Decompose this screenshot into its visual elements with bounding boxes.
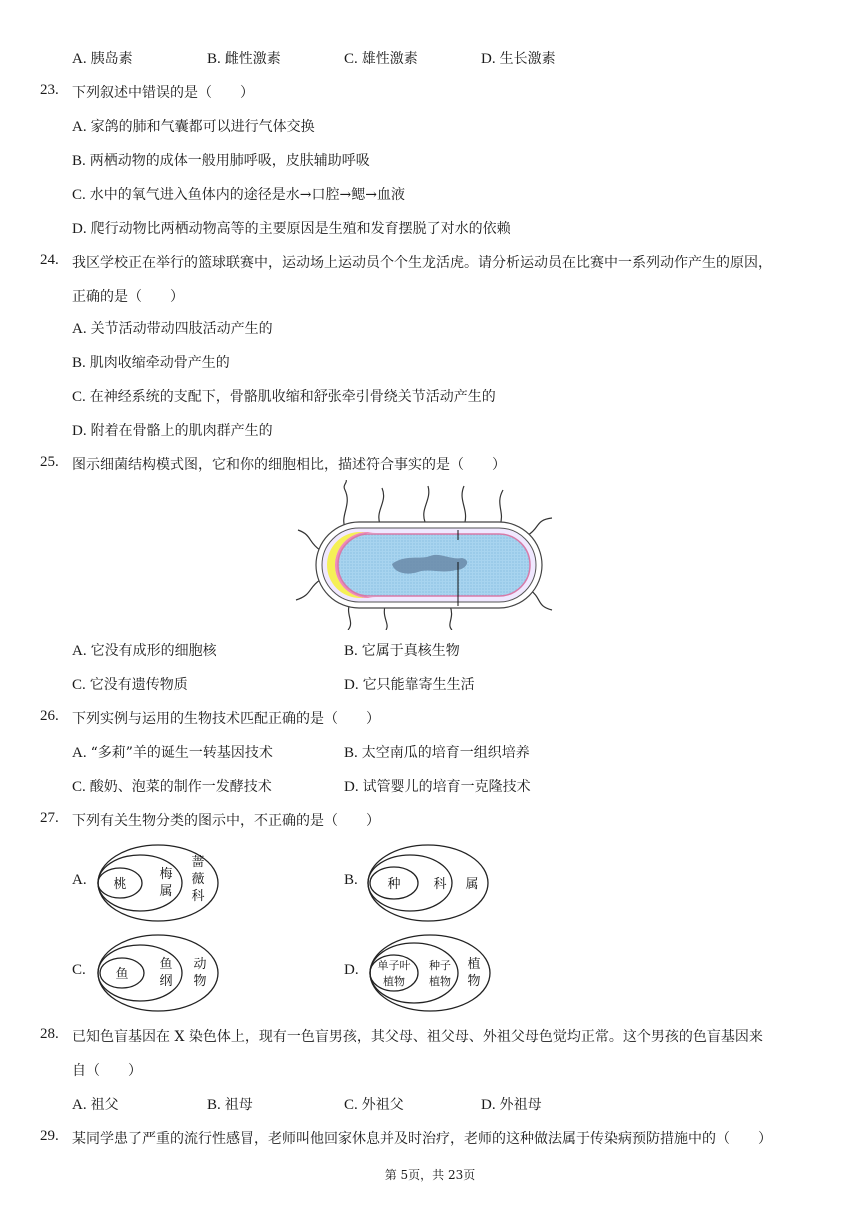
q27-c-outer-2: 物 [193, 974, 207, 989]
q28-option-a: A. 祖父 [72, 1097, 119, 1113]
q27-d-inner-1: 单子叶 [377, 959, 411, 972]
q27-d-inner-2: 植物 [383, 975, 405, 988]
q27-a-middle-1: 梅 [159, 867, 173, 882]
q28-stem-line2: 自（ ） [72, 1063, 142, 1079]
q22-option-b: B. 雌性激素 [207, 51, 281, 67]
q27-d-middle-1: 种子 [429, 959, 451, 972]
q27-diagram-d [366, 932, 496, 1014]
q24-stem-line2: 正确的是（ ） [72, 289, 184, 305]
page-footer: 第 5页，共 23页 [384, 1168, 476, 1182]
q27-option-b-letter: B. [344, 872, 358, 888]
q27-c-middle-2: 纲 [159, 974, 173, 989]
q27-diagram-c [94, 932, 224, 1014]
q26-option-a: A. “多莉”羊的诞生一转基因技术 [72, 745, 273, 761]
q28-number: 28. [40, 1026, 59, 1042]
q28-stem-line1: 已知色盲基因在 X 染色体上，现有一色盲男孩，其父母、祖父母、外祖父母色觉均正常。这个男孩的色盲基因来 [72, 1029, 763, 1045]
q26-option-d: D. 试管婴儿的培育一克隆技术 [344, 779, 531, 795]
q25-stem: 图示细菌结构模式图，它和你的细胞相比，描述符合事实的是（ ） [72, 457, 506, 473]
q22-option-c: C. 雄性激素 [344, 51, 418, 67]
q27-number: 27. [40, 810, 59, 826]
q27-option-d-letter: D. [344, 962, 359, 978]
q25-option-a: A. 它没有成形的细胞核 [72, 643, 217, 659]
q27-b-inner: 种 [387, 877, 401, 892]
q27-c-outer-1: 动 [193, 957, 207, 972]
q24-number: 24. [40, 252, 59, 268]
q23-option-b: B. 两栖动物的成体一般用肺呼吸，皮肤辅助呼吸 [72, 153, 370, 169]
q27-b-middle: 科 [433, 877, 447, 892]
q28-option-c: C. 外祖父 [344, 1097, 404, 1113]
q24-option-b: B. 肌肉收缩牵动骨产生的 [72, 355, 230, 371]
q25-option-c: C. 它没有遗传物质 [72, 677, 188, 693]
q27-option-a-letter: A. [72, 872, 87, 888]
q25-option-d: D. 它只能靠寄生生活 [344, 677, 475, 693]
q27-a-outer-2: 薇 [191, 872, 205, 887]
q23-option-a: A. 家鸽的肺和气囊都可以进行气体交换 [72, 119, 315, 135]
q27-diagram-a [94, 842, 224, 924]
q22-option-a: A. 胰岛素 [72, 51, 133, 67]
q27-d-outer-1: 植 [467, 957, 481, 972]
q23-number: 23. [40, 82, 59, 98]
q22-option-d: D. 生长激素 [481, 51, 556, 67]
q26-option-b: B. 太空南瓜的培育一组织培养 [344, 745, 530, 761]
q24-option-a: A. 关节活动带动四肢活动产生的 [72, 321, 273, 337]
q27-a-outer-3: 科 [191, 889, 205, 904]
q23-option-d: D. 爬行动物比两栖动物高等的主要原因是生殖和发育摆脱了对水的依赖 [72, 221, 511, 237]
q24-stem-line1: 我区学校正在举行的篮球联赛中，运动场上运动员个个生龙活虎。请分析运动员在比赛中一系列动作产生的原因， [72, 255, 772, 271]
q24-option-d: D. 附着在骨骼上的肌肉群产生的 [72, 423, 273, 439]
q27-d-middle-2: 植物 [429, 975, 451, 988]
q27-option-c-letter: C. [72, 962, 86, 978]
q27-a-inner: 桃 [113, 877, 127, 892]
q27-diagram-b [364, 842, 494, 924]
q29-number: 29. [40, 1128, 59, 1144]
q27-a-middle-2: 属 [159, 884, 173, 899]
q26-option-c: C. 酸奶、泡菜的制作一发酵技术 [72, 779, 272, 795]
q27-d-outer-2: 物 [467, 974, 481, 989]
q28-option-b: B. 祖母 [207, 1097, 253, 1113]
q27-c-middle-1: 鱼 [159, 957, 173, 972]
q27-a-outer-1: 蔷 [191, 855, 205, 870]
q29-stem: 某同学患了严重的流行性感冒，老师叫他回家休息并及时治疗，老师的这种做法属于传染病预防措施中的（ ） [72, 1131, 772, 1147]
bacterium-diagram [290, 480, 570, 630]
q26-number: 26. [40, 708, 59, 724]
q24-option-c: C. 在神经系统的支配下，骨骼肌收缩和舒张牵引骨绕关节活动产生的 [72, 389, 496, 405]
q23-stem: 下列叙述中错误的是（ ） [72, 85, 254, 101]
q27-b-outer: 属 [465, 877, 479, 892]
q25-option-b: B. 它属于真核生物 [344, 643, 460, 659]
q23-option-c: C. 水中的氧气进入鱼体内的途径是水→口腔→鳃→血液 [72, 187, 405, 203]
q27-c-inner: 鱼 [115, 967, 129, 982]
q27-stem: 下列有关生物分类的图示中，不正确的是（ ） [72, 813, 380, 829]
q26-stem: 下列实例与运用的生物技术匹配正确的是（ ） [72, 711, 380, 727]
q25-number: 25. [40, 454, 59, 470]
q28-option-d: D. 外祖母 [481, 1097, 542, 1113]
